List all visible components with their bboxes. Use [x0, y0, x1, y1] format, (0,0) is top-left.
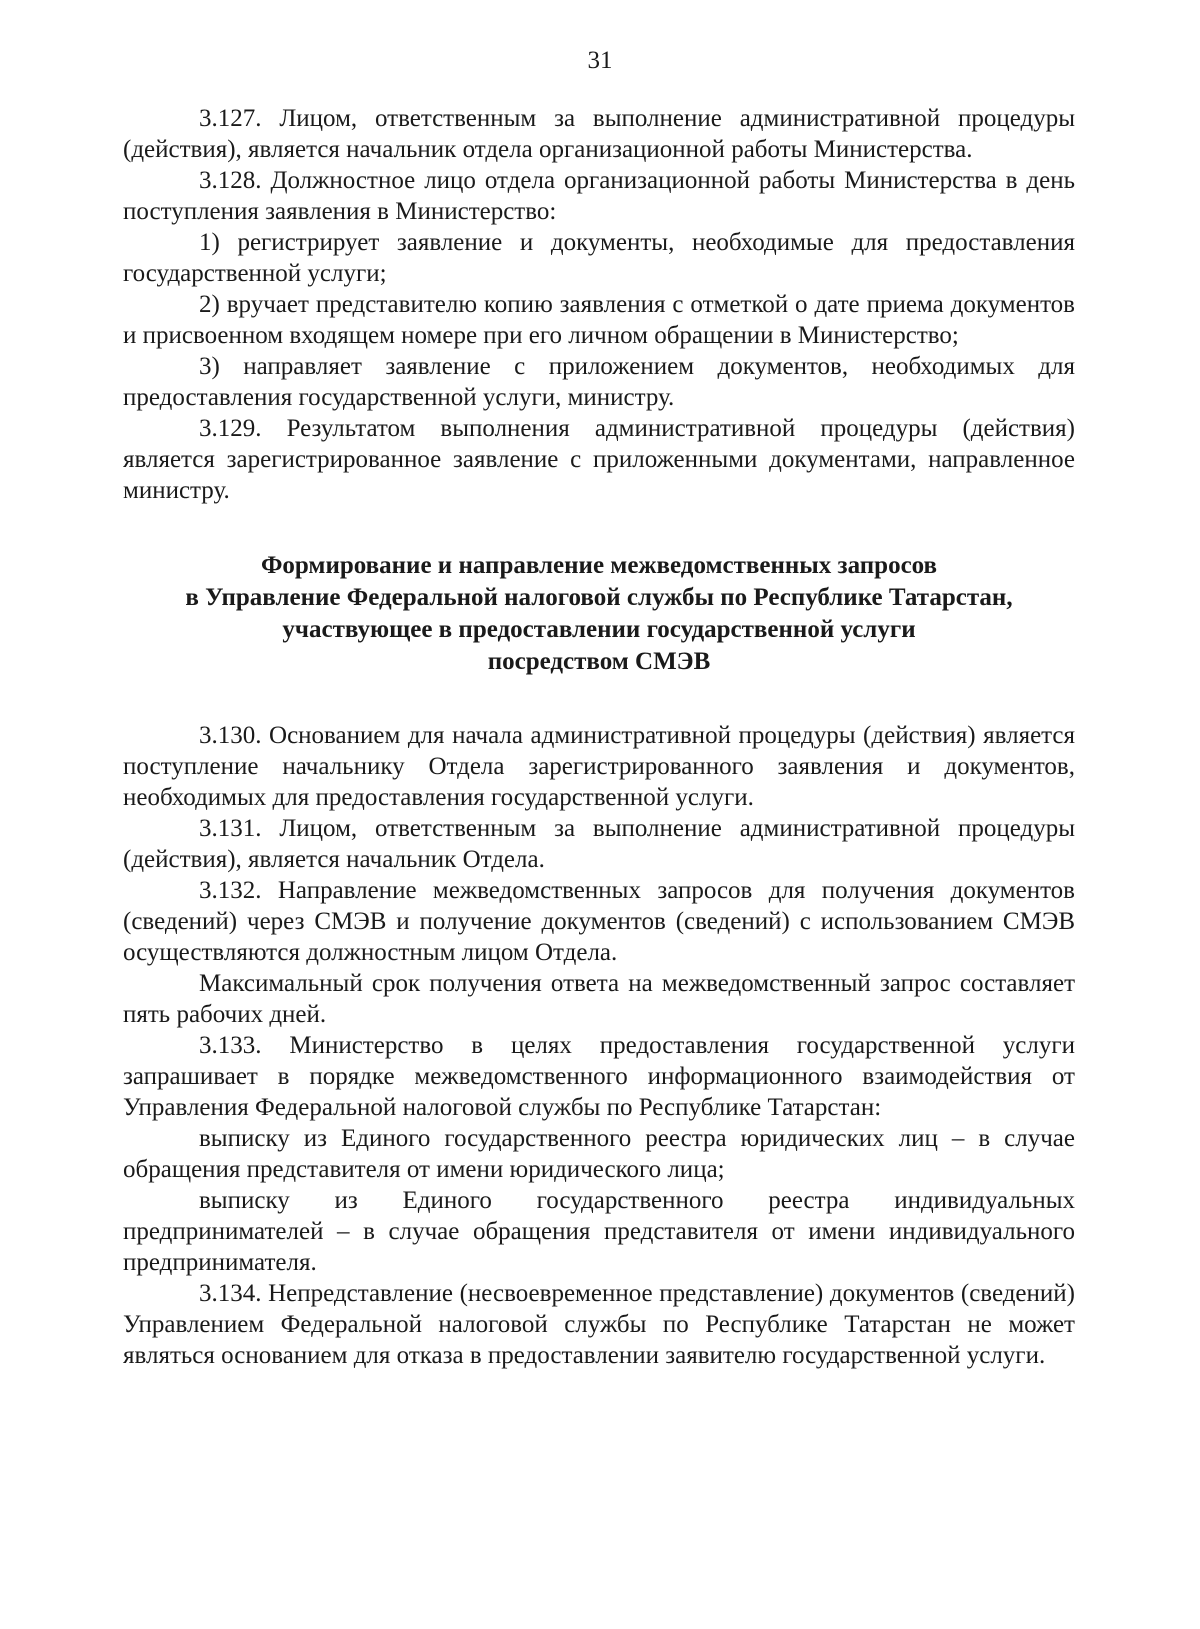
section-heading: [123, 550, 1075, 678]
heading-line-2: в Управление Федеральной налоговой службы по Республике Татарстан,: [185, 584, 1013, 611]
paragraph-3-131: 3.131. Лицом, ответственным за выполнение административной процедуры (действия), является начальник Отдела.: [123, 815, 1075, 873]
paragraph-3-127: 3.127. Лицом, ответственным за выполнение административной процедуры (действия), является начальник отдела организационной работы Министерства.: [123, 105, 1075, 163]
list-item-1: 1) регистрирует заявление и документы, необходимые для предоставления государственной услуги;: [123, 229, 1075, 287]
list-item-2: 2) вручает представителю копию заявления с отметкой о дате приема документов и присвоенном входящем номере при его личном обращении в Министерство;: [123, 291, 1075, 349]
heading-line-1: Формирование и направление межведомственных запросов: [260, 552, 938, 579]
document-body: [123, 103, 1075, 1371]
paragraph-3-130: 3.130. Основанием для начала административной процедуры (действия) является поступление начальнику Отдела зарегистрированного заявления и документов, необходимых для предоставления государственной услуги.: [123, 722, 1075, 811]
heading-line-3: участвующее в предоставлении государственной услуги: [282, 616, 916, 643]
list-item-3: 3) направляет заявление с приложением документов, необходимых для предоставления государственной услуги, министру.: [123, 353, 1075, 411]
paragraph-max-term: Максимальный срок получения ответа на межведомственный запрос составляет пять рабочих дней.: [123, 970, 1075, 1028]
page-number: 31: [587, 47, 613, 74]
paragraph-3-128: 3.128. Должностное лицо отдела организационной работы Министерства в день поступления заявления в Министерство:: [123, 167, 1075, 225]
paragraph-extract-individual: выписку из Единого государственного реестра индивидуальных предпринимателей – в случае обращения представителя от имени индивидуального предпринимателя.: [123, 1187, 1075, 1276]
paragraph-extract-legal: выписку из Единого государственного реестра юридических лиц – в случае обращения представителя от имени юридического лица;: [123, 1125, 1075, 1183]
paragraph-3-129: 3.129. Результатом выполнения административной процедуры (действия) является зарегистрированное заявление с приложенными документами, направленное министру.: [123, 415, 1075, 504]
paragraph-3-132: 3.132. Направление межведомственных запросов для получения документов (сведений) через СМЭВ и получение документов (сведений) с использованием СМЭВ осуществляются должностным лицом Отдела.: [123, 877, 1075, 966]
paragraph-3-133: 3.133. Министерство в целях предоставления государственной услуги запрашивает в порядке межведомственного информационного взаимодействия от Управления Федеральной налоговой службы по Республике Татарстан:: [123, 1032, 1075, 1121]
heading-line-4: посредством СМЭВ: [487, 648, 711, 675]
paragraph-3-134: 3.134. Непредставление (несвоевременное представление) документов (сведений) Управлением Федеральной налоговой службы по Республике Татарстан не может являться основанием для отказа в предоставлении заявителю государственной услуги.: [123, 1280, 1075, 1369]
